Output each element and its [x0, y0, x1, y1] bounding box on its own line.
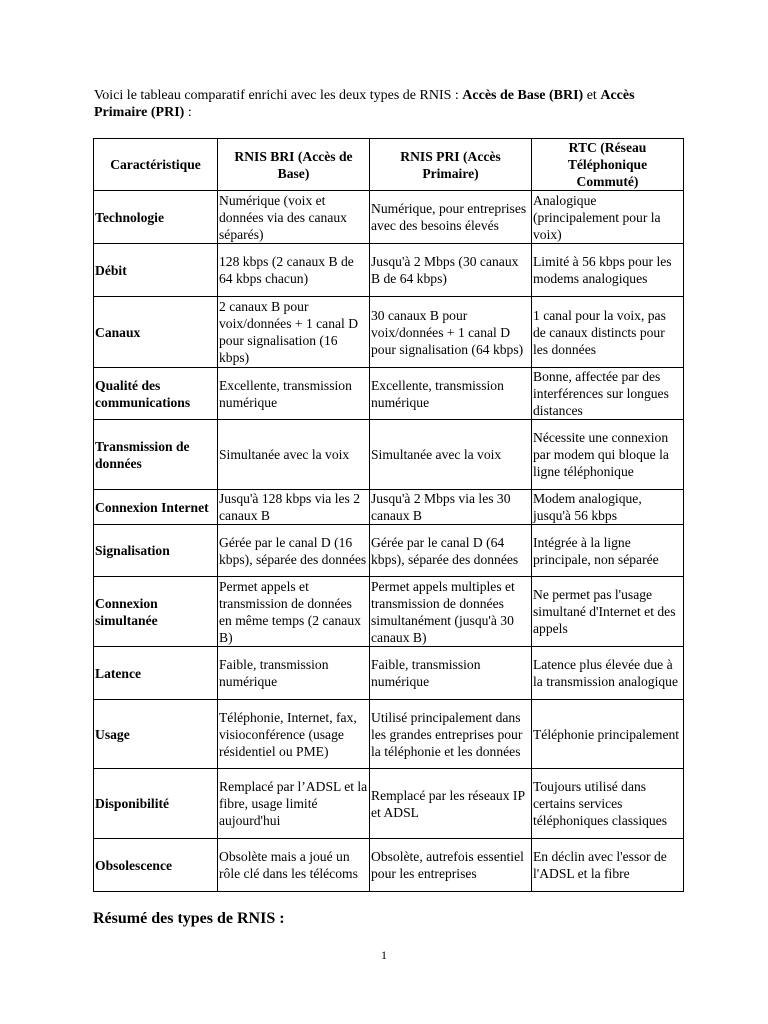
table-row	[94, 525, 684, 577]
row-feature: Qualité des communications	[94, 368, 218, 420]
row-bri-cell: Simultanée avec la voix	[218, 420, 370, 490]
row-bri-cell: Numérique (voix et données via des canaux séparés)	[218, 191, 370, 244]
summary-heading: Résumé des types de RNIS :	[93, 910, 285, 927]
row-rtc-cell: Analogique (principalement pour la voix)	[532, 191, 684, 244]
row-feature: Usage	[94, 700, 218, 769]
table-row	[94, 700, 684, 769]
row-rtc-cell: Ne permet pas l'usage simultané d'Internet et des appels	[532, 577, 684, 647]
row-feature: Obsolescence	[94, 839, 218, 892]
table-body	[94, 191, 684, 892]
row-pri-cell: Faible, transmission numérique	[370, 647, 532, 700]
row-rtc-cell: Toujours utilisé dans certains services téléphoniques classiques	[532, 769, 684, 839]
table-row	[94, 839, 684, 892]
table-row	[94, 769, 684, 839]
row-rtc-cell: Nécessite une connexion par modem qui bloque la ligne téléphonique	[532, 420, 684, 490]
header-rnis-bri: RNIS BRI (Accès de Base)	[218, 139, 370, 191]
row-bri-cell: 2 canaux B pour voix/données + 1 canal D pour signalisation (16 kbps)	[218, 297, 370, 368]
intro-text-mid: et	[583, 88, 601, 103]
row-pri-cell: Jusqu'à 2 Mbps (30 canaux B de 64 kbps)	[370, 244, 532, 297]
table-row	[94, 490, 684, 525]
row-feature: Latence	[94, 647, 218, 700]
intro-bri-label: Accès de Base (BRI)	[462, 88, 584, 103]
row-rtc-cell: 1 canal pour la voix, pas de canaux distincts pour les données	[532, 297, 684, 368]
row-bri-cell: Gérée par le canal D (16 kbps), séparée des données	[218, 525, 370, 577]
row-bri-cell: Téléphonie, Internet, fax, visioconférence (usage résidentiel ou PME)	[218, 700, 370, 769]
table-header	[94, 139, 684, 191]
row-bri-cell: Excellente, transmission numérique	[218, 368, 370, 420]
table-row	[94, 420, 684, 490]
row-bri-cell: 128 kbps (2 canaux B de 64 kbps chacun)	[218, 244, 370, 297]
header-rnis-pri: RNIS PRI (Accès Primaire)	[370, 139, 532, 191]
row-feature: Disponibilité	[94, 769, 218, 839]
row-feature: Connexion Internet	[94, 490, 218, 525]
row-pri-cell: Gérée par le canal D (64 kbps), séparée des données	[370, 525, 532, 577]
header-rtc: RTC (Réseau Téléphonique Commuté)	[532, 139, 684, 191]
row-rtc-cell: Téléphonie principalement	[532, 700, 684, 769]
table-row	[94, 647, 684, 700]
row-pri-cell: Obsolète, autrefois essentiel pour les entreprises	[370, 839, 532, 892]
header-caracteristique: Caractéristique	[94, 139, 218, 191]
row-rtc-cell: En déclin avec l'essor de l'ADSL et la fibre	[532, 839, 684, 892]
table-row	[94, 191, 684, 244]
row-feature: Débit	[94, 244, 218, 297]
row-pri-cell: Utilisé principalement dans les grandes entreprises pour la téléphonie et les données	[370, 700, 532, 769]
table-row	[94, 297, 684, 368]
row-bri-cell: Remplacé par l’ADSL et la fibre, usage limité aujourd'hui	[218, 769, 370, 839]
row-bri-cell: Faible, transmission numérique	[218, 647, 370, 700]
row-pri-cell: Jusqu'à 2 Mbps via les 30 canaux B	[370, 490, 532, 525]
row-pri-cell: Permet appels multiples et transmission de données simultanément (jusqu'à 30 canaux B)	[370, 577, 532, 647]
row-rtc-cell: Bonne, affectée par des interférences sur longues distances	[532, 368, 684, 420]
intro-paragraph	[94, 87, 684, 121]
row-rtc-cell: Latence plus élevée due à la transmission analogique	[532, 647, 684, 700]
row-pri-cell: 30 canaux B pour voix/données + 1 canal D pour signalisation (64 kbps)	[370, 297, 532, 368]
row-pri-cell: Remplacé par les réseaux IP et ADSL	[370, 769, 532, 839]
intro-pri-label: Accès Primaire (PRI)	[94, 88, 635, 120]
row-feature: Technologie	[94, 191, 218, 244]
row-bri-cell: Obsolète mais a joué un rôle clé dans les télécoms	[218, 839, 370, 892]
comparison-table	[93, 138, 684, 892]
row-feature: Canaux	[94, 297, 218, 368]
table-header-row	[94, 139, 684, 191]
row-bri-cell: Jusqu'à 128 kbps via les 2 canaux B	[218, 490, 370, 525]
row-rtc-cell: Limité à 56 kbps pour les modems analogiques	[532, 244, 684, 297]
table-row	[94, 577, 684, 647]
row-bri-cell: Permet appels et transmission de données en même temps (2 canaux B)	[218, 577, 370, 647]
intro-text-after: :	[184, 105, 192, 120]
row-pri-cell: Simultanée avec la voix	[370, 420, 532, 490]
row-feature: Transmission de données	[94, 420, 218, 490]
row-feature: Signalisation	[94, 525, 218, 577]
row-pri-cell: Numérique, pour entreprises avec des besoins élevés	[370, 191, 532, 244]
table-row	[94, 368, 684, 420]
row-pri-cell: Excellente, transmission numérique	[370, 368, 532, 420]
row-rtc-cell: Modem analogique, jusqu'à 56 kbps	[532, 490, 684, 525]
page-number: 1	[381, 948, 387, 962]
row-feature: Connexion simultanée	[94, 577, 218, 647]
intro-text-before: Voici le tableau comparatif enrichi avec les deux types de RNIS :	[94, 88, 463, 103]
table-row	[94, 244, 684, 297]
row-rtc-cell: Intégrée à la ligne principale, non séparée	[532, 525, 684, 577]
